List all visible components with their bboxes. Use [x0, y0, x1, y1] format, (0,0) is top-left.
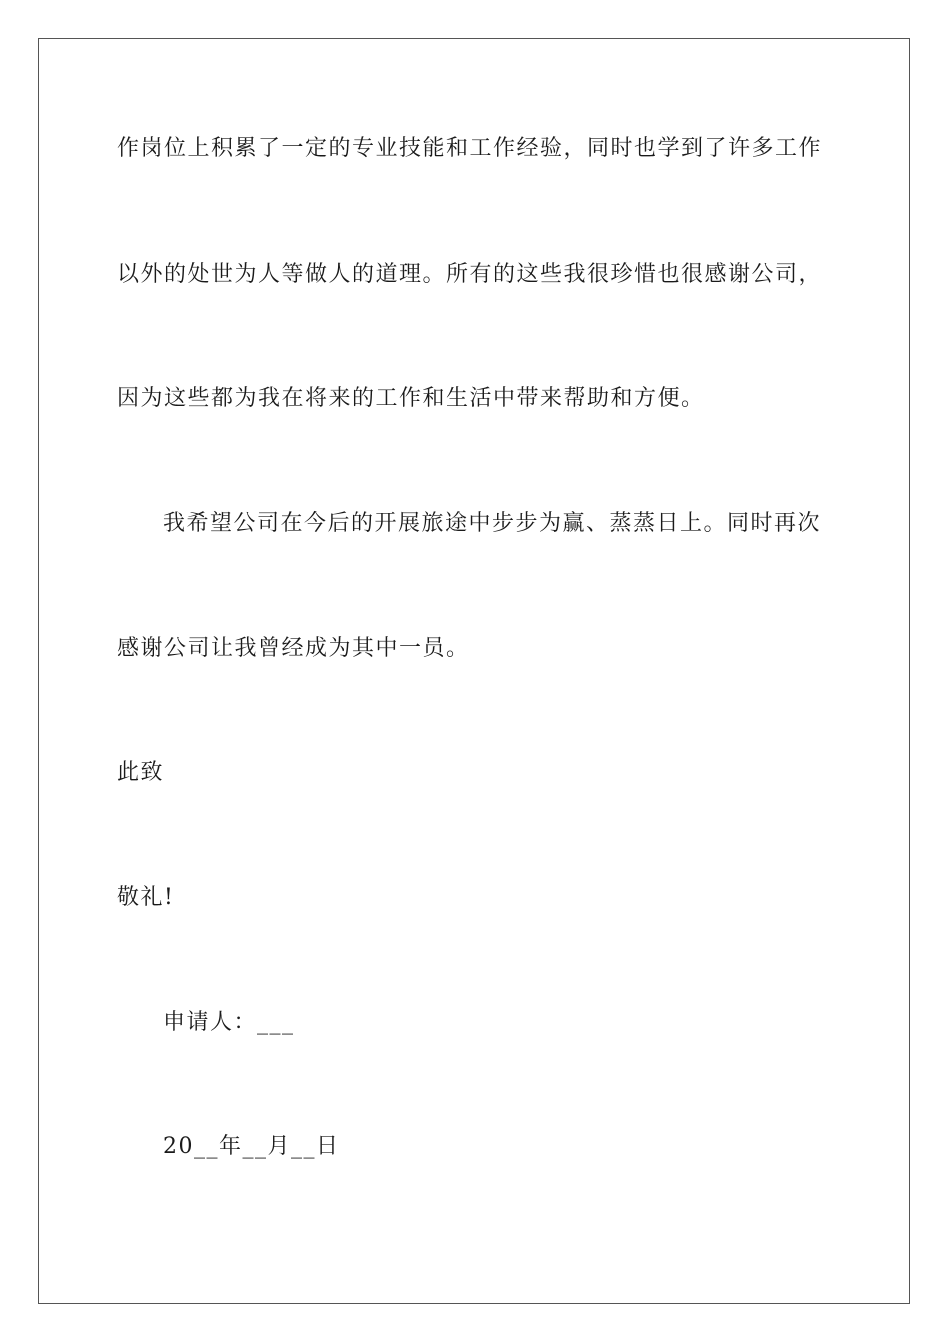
date-line: 20__年__月__日	[163, 1134, 340, 1159]
body-line-1: 作岗位上积累了一定的专业技能和工作经验，同时也学到了许多工作	[117, 136, 823, 161]
body-line-4: 我希望公司在今后的开展旅途中步步为赢、蒸蒸日上。同时再次	[163, 511, 822, 536]
page-border	[38, 38, 910, 1304]
body-line-2: 以外的处世为人等做人的道理。所有的这些我很珍惜也很感谢公司，	[117, 262, 823, 287]
applicant-signature: 申请人：___	[163, 1010, 295, 1035]
closing-regards: 敬礼!	[117, 885, 175, 910]
body-line-5: 感谢公司让我曾经成为其中一员。	[117, 636, 470, 661]
body-line-3: 因为这些都为我在将来的工作和生活中带来帮助和方便。	[117, 386, 705, 411]
closing-salutation: 此致	[117, 760, 165, 785]
